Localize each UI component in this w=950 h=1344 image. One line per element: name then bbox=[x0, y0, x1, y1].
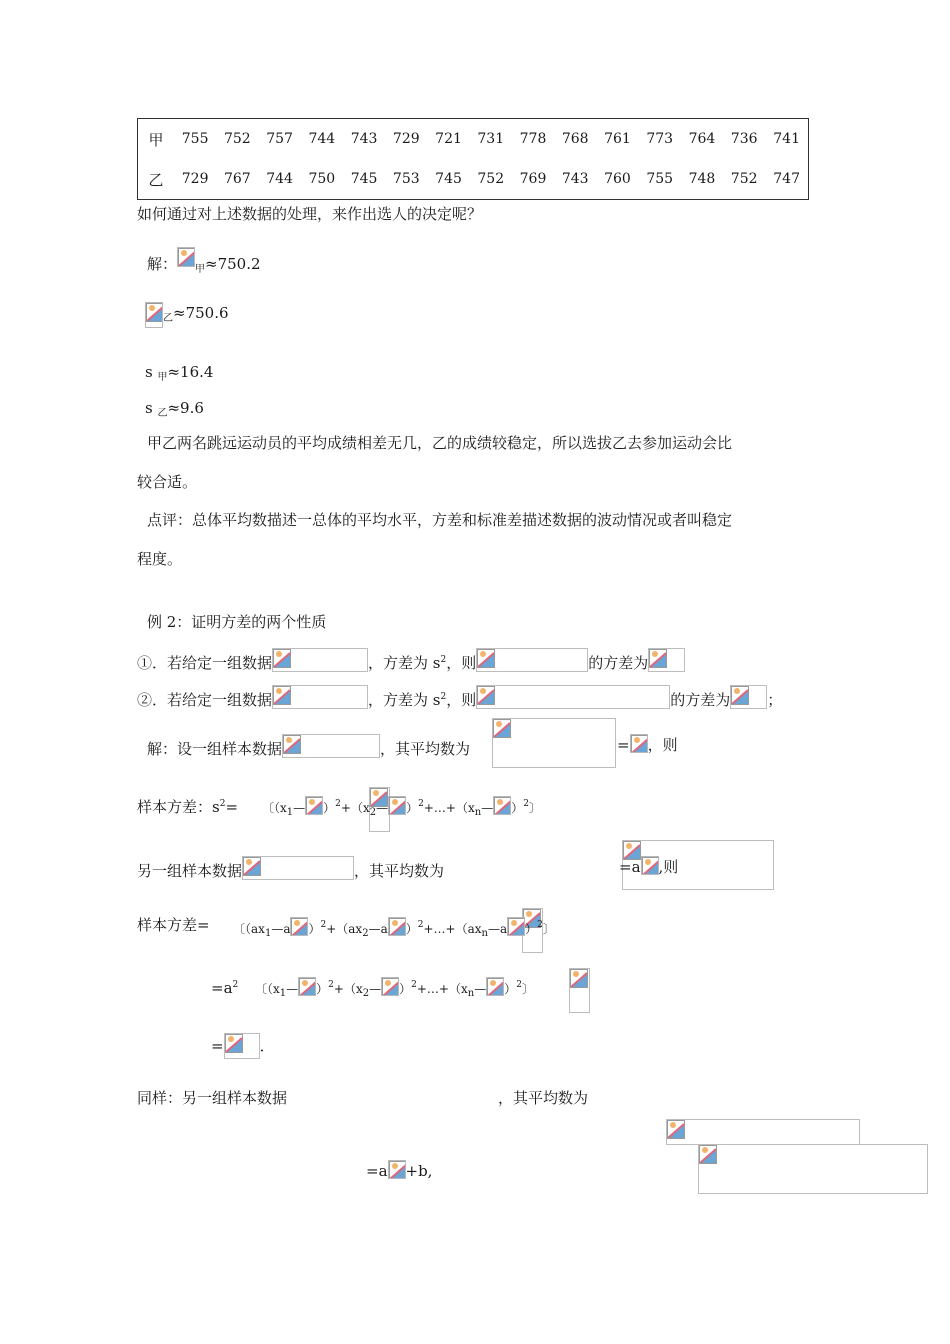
expr-text: ） bbox=[504, 982, 517, 996]
formula-image bbox=[476, 685, 670, 709]
broken-image-icon bbox=[381, 977, 399, 996]
table-cell: 778 bbox=[519, 131, 547, 147]
superscript: 2 bbox=[417, 920, 424, 930]
subscript: 1 bbox=[279, 988, 287, 999]
text: =a bbox=[211, 979, 233, 997]
formula-image bbox=[272, 685, 368, 709]
variance-3-expr bbox=[255, 975, 534, 1004]
table-cell: 757 bbox=[266, 131, 293, 147]
property-1 bbox=[137, 648, 685, 673]
expr-text: +（x bbox=[333, 982, 363, 996]
broken-image-icon bbox=[273, 686, 291, 705]
subscript: 2 bbox=[362, 988, 370, 999]
superscript: 2 bbox=[411, 980, 417, 990]
formula-image bbox=[666, 1119, 860, 1145]
formula-image bbox=[242, 856, 354, 880]
superscript: 2 bbox=[440, 692, 447, 702]
text: = bbox=[617, 736, 630, 754]
table-cell: 741 bbox=[773, 131, 800, 147]
broken-image-icon bbox=[486, 977, 504, 996]
s-jia-sub: 甲 bbox=[157, 372, 168, 383]
table-cell: 767 bbox=[223, 171, 251, 187]
formula-image bbox=[648, 648, 685, 672]
table-cell: 760 bbox=[604, 171, 631, 187]
expr-text: +…+（ax bbox=[423, 922, 482, 936]
expr-text: ） bbox=[316, 982, 329, 996]
variance-2-label: 样本方差= bbox=[137, 916, 210, 934]
table-cell: 743 bbox=[350, 131, 378, 147]
expr-text: ） bbox=[308, 922, 321, 936]
broken-image-icon bbox=[243, 857, 261, 876]
expr-text: 〔（x bbox=[255, 982, 280, 996]
property-2 bbox=[137, 685, 782, 710]
table-cell: 752 bbox=[730, 171, 758, 187]
broken-image-icon bbox=[177, 247, 195, 267]
table-cell: 729 bbox=[392, 131, 420, 147]
table-cell: 731 bbox=[477, 131, 505, 147]
ex2-solution-tail bbox=[617, 734, 678, 755]
expr-text: 〔（ax bbox=[233, 922, 265, 936]
table-cell: 743 bbox=[561, 171, 589, 187]
text: =a bbox=[366, 1162, 388, 1180]
superscript: 2 bbox=[328, 980, 334, 990]
expr-text: ） bbox=[323, 801, 336, 815]
expr-text: ） bbox=[399, 982, 412, 996]
same-text bbox=[137, 1088, 287, 1108]
table-cell: 764 bbox=[688, 131, 716, 147]
subscript: 2 bbox=[362, 928, 369, 939]
mean-yi-value: ≈750.6 bbox=[173, 304, 229, 322]
last-line-tail bbox=[366, 1160, 432, 1181]
table-cell: 747 bbox=[773, 171, 800, 187]
s-symbol: s bbox=[145, 399, 153, 417]
expr-text: +…+（x bbox=[416, 982, 468, 996]
score-table bbox=[137, 118, 809, 200]
table-cell: 768 bbox=[561, 131, 589, 147]
mean-jia-line bbox=[147, 247, 261, 280]
text: 同样：另一组样本数据 bbox=[137, 1089, 288, 1107]
mean-jia-sub: 甲 bbox=[195, 264, 206, 275]
expr-text: 〕 bbox=[528, 801, 541, 815]
other-sample-tail bbox=[619, 856, 678, 877]
table-cell: 753 bbox=[392, 171, 420, 187]
variance-3-lead bbox=[211, 975, 238, 998]
superscript: 2 bbox=[232, 980, 239, 990]
text: ． bbox=[259, 1037, 275, 1055]
text: =a bbox=[619, 858, 641, 876]
formula-image bbox=[698, 1144, 928, 1194]
broken-image-icon bbox=[290, 917, 308, 936]
question-text: 如何通过对上述数据的处理，来作出选人的决定呢？ bbox=[137, 205, 483, 223]
broken-image-icon bbox=[388, 917, 406, 936]
superscript: 2 bbox=[537, 920, 543, 930]
expr-text: —a bbox=[487, 922, 508, 936]
formula-image bbox=[569, 968, 590, 1013]
subscript: n bbox=[467, 988, 475, 999]
text: ，则 bbox=[446, 691, 477, 709]
expr-text: 〔（x bbox=[262, 801, 287, 815]
table-cell: 750 bbox=[308, 171, 336, 187]
row-name: 甲 bbox=[148, 130, 164, 149]
table-cell: 761 bbox=[604, 131, 631, 147]
mean-jia-value: ≈750.2 bbox=[205, 255, 261, 273]
table-cell: 744 bbox=[308, 131, 336, 147]
table-cell: 773 bbox=[646, 131, 674, 147]
broken-image-icon bbox=[305, 796, 323, 815]
text: 解：设一组样本数据 bbox=[147, 740, 283, 758]
broken-image-icon bbox=[388, 1160, 406, 1179]
broken-image-icon bbox=[731, 686, 749, 705]
broken-image-icon bbox=[477, 649, 495, 668]
superscript: 2 bbox=[320, 920, 327, 930]
text: ，其平均数为 bbox=[354, 862, 445, 880]
expr-text: — bbox=[474, 982, 487, 996]
subscript: 1 bbox=[264, 928, 272, 939]
superscript: 2 bbox=[523, 799, 529, 809]
broken-image-icon bbox=[388, 796, 406, 815]
text: ，则 bbox=[647, 736, 678, 754]
text: +b, bbox=[405, 1162, 433, 1180]
table-row bbox=[138, 119, 809, 160]
text: 的方差为 bbox=[670, 691, 731, 709]
solution-label: 解： bbox=[147, 255, 178, 273]
formula-image bbox=[282, 734, 380, 758]
example2-title: 例 2：证明方差的两个性质 bbox=[147, 613, 327, 631]
expr-text: — bbox=[369, 982, 382, 996]
broken-image-icon bbox=[699, 1145, 717, 1164]
variance-1-expr bbox=[262, 794, 541, 823]
expr-text: ） bbox=[511, 801, 524, 815]
superscript: 2 bbox=[335, 799, 341, 809]
table-cell: 736 bbox=[730, 131, 758, 147]
broken-image-icon bbox=[298, 977, 316, 996]
subscript: 1 bbox=[286, 807, 294, 818]
text: ； bbox=[767, 691, 783, 709]
expr-text: — bbox=[481, 801, 494, 815]
expr-text: ） bbox=[525, 922, 538, 936]
broken-image-icon bbox=[145, 302, 163, 328]
text: ，则 bbox=[446, 654, 477, 672]
expr-text: ） bbox=[406, 801, 419, 815]
text: 的方差为 bbox=[588, 654, 649, 672]
formula-image bbox=[476, 648, 588, 672]
other-sample-text bbox=[137, 856, 444, 881]
conclusion-line-2: 较合适。 bbox=[137, 473, 198, 491]
expr-text: ） bbox=[405, 922, 418, 936]
s-yi-sub: 乙 bbox=[157, 408, 168, 419]
variance-2-expr bbox=[233, 915, 555, 944]
same-text-tail: ，其平均数为 bbox=[498, 1089, 589, 1107]
mean-yi-line bbox=[145, 302, 229, 329]
superscript: 2 bbox=[516, 980, 522, 990]
broken-image-icon bbox=[477, 686, 495, 705]
comment-line-2: 程度。 bbox=[137, 550, 183, 568]
variance-4 bbox=[211, 1033, 275, 1059]
text: ②．若给定一组数据 bbox=[137, 691, 273, 709]
broken-image-icon bbox=[570, 969, 588, 988]
s-yi-line bbox=[145, 398, 204, 424]
expr-text: 〕 bbox=[521, 982, 534, 996]
superscript: 2 bbox=[418, 799, 424, 809]
expr-text: +…+（x bbox=[423, 801, 475, 815]
table-cell: 755 bbox=[181, 131, 209, 147]
expr-text: —a bbox=[368, 922, 388, 936]
broken-image-icon bbox=[493, 719, 511, 738]
s-jia-value: ≈16.4 bbox=[167, 363, 214, 381]
formula-image bbox=[224, 1033, 260, 1059]
s-symbol: s bbox=[145, 363, 153, 381]
text: ，方差为 s bbox=[368, 691, 441, 709]
subscript: n bbox=[481, 928, 488, 939]
mean-yi-sub: 乙 bbox=[163, 313, 173, 324]
variance-1-label bbox=[137, 794, 238, 817]
s-jia-line bbox=[145, 362, 213, 388]
broken-image-icon bbox=[630, 734, 648, 753]
table-cell: 748 bbox=[688, 171, 716, 187]
text: ，方差为 s bbox=[368, 654, 441, 672]
table-cell: 752 bbox=[477, 171, 505, 187]
table-cell: 745 bbox=[350, 171, 378, 187]
table-cell: 769 bbox=[519, 171, 547, 187]
expr-text: — bbox=[376, 801, 389, 815]
table-cell: 752 bbox=[223, 131, 251, 147]
broken-image-icon bbox=[273, 649, 291, 668]
expr-text: 〕 bbox=[542, 922, 555, 936]
row-name: 乙 bbox=[148, 170, 164, 189]
broken-image-icon bbox=[283, 735, 301, 754]
table-cell: 755 bbox=[646, 171, 674, 187]
broken-image-icon bbox=[649, 649, 667, 668]
table-cell: 721 bbox=[435, 131, 462, 147]
text: = bbox=[211, 1037, 224, 1055]
table-row bbox=[138, 159, 809, 200]
broken-image-icon bbox=[641, 856, 659, 875]
formula-image bbox=[492, 718, 616, 768]
subscript: n bbox=[474, 807, 482, 818]
text: ①．若给定一组数据 bbox=[137, 654, 273, 672]
formula-image bbox=[730, 685, 767, 709]
expr-text: — bbox=[293, 801, 306, 815]
table-cell: 745 bbox=[435, 171, 462, 187]
superscript: 2 bbox=[219, 799, 226, 809]
conclusion-line-1: 甲乙两名跳远运动员的平均成绩相差无几，乙的成绩较稳定，所以选拔乙去参加运动会比 bbox=[147, 434, 733, 452]
ex2-solution-text bbox=[147, 734, 470, 759]
expr-text: —a bbox=[271, 922, 291, 936]
broken-image-icon bbox=[493, 796, 511, 815]
table-cell: 744 bbox=[266, 171, 293, 187]
table-cell: 729 bbox=[181, 171, 209, 187]
text: 另一组样本数据 bbox=[137, 862, 243, 880]
broken-image-icon bbox=[507, 917, 525, 936]
comment-line-1: 点评：总体平均数描述一总体的平均水平，方差和标准差描述数据的波动情况或者叫稳定 bbox=[147, 511, 733, 529]
text: 样本方差：s bbox=[137, 798, 220, 816]
broken-image-icon bbox=[667, 1120, 685, 1139]
expr-text: — bbox=[286, 982, 299, 996]
formula-image bbox=[272, 648, 368, 672]
broken-image-icon bbox=[225, 1034, 243, 1053]
expr-text: +（ax bbox=[326, 922, 363, 936]
text: = bbox=[225, 798, 239, 816]
text: ，其平均数为 bbox=[380, 740, 471, 758]
text: ,则 bbox=[658, 858, 679, 876]
s-yi-value: ≈9.6 bbox=[167, 399, 204, 417]
subscript: 2 bbox=[369, 807, 377, 818]
superscript: 2 bbox=[440, 655, 447, 665]
expr-text: +（x bbox=[340, 801, 370, 815]
